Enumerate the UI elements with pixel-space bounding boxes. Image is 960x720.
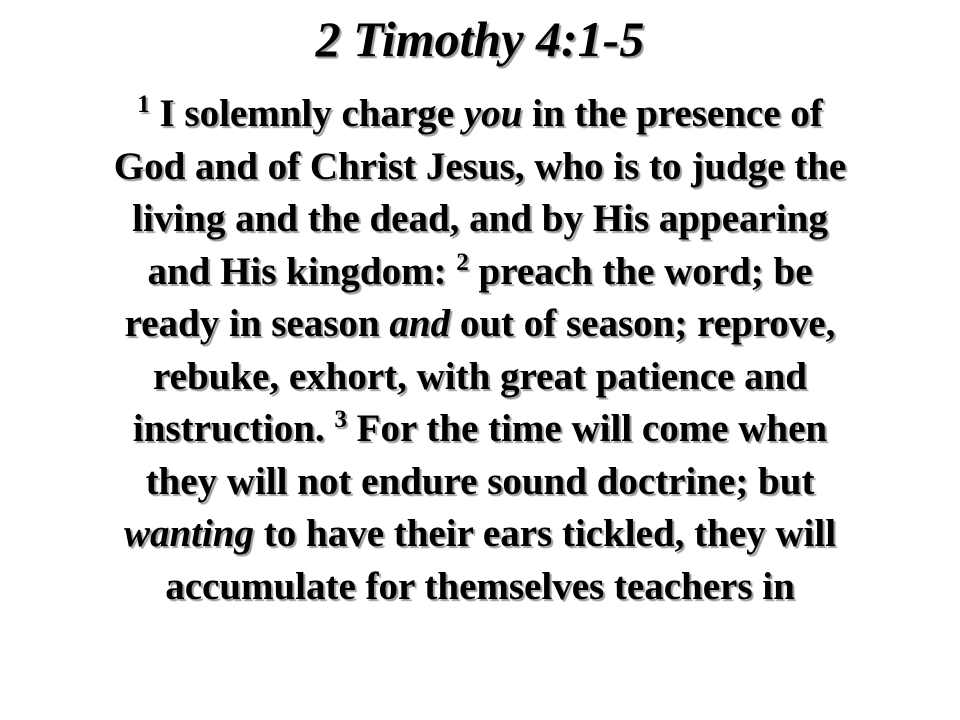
passage-line: [40, 246, 920, 299]
passage-text: to have their ears tickled, they will: [254, 512, 837, 555]
passage-line: [40, 298, 920, 351]
passage-text: accumulate for themselves teachers in: [165, 564, 795, 608]
passage-line: [40, 193, 920, 246]
slide-title: 2 Timothy 4:1-5: [315, 11, 645, 67]
verse-number: 1: [137, 91, 150, 118]
passage-line: [40, 508, 920, 561]
passage-text: For the time will come when: [346, 407, 828, 450]
passage-line: [40, 456, 920, 509]
passage-text: in the presence of: [522, 92, 823, 135]
scripture-passage: [40, 88, 920, 613]
passage-text: out of season; reprove,: [450, 302, 836, 345]
verse-number: 2: [456, 248, 469, 276]
italic-word: and: [389, 302, 451, 345]
passage-text: God and of Christ Jesus, who is to judge the: [113, 144, 847, 188]
passage-line: [40, 351, 920, 404]
italic-word: you: [463, 92, 523, 135]
passage-line: [40, 141, 920, 194]
passage-line: [40, 561, 920, 614]
passage-text: they will not endure sound doctrine; but: [145, 459, 815, 503]
verse-number: 3: [334, 406, 347, 433]
passage-text: ready in season: [124, 302, 390, 345]
passage-text: preach the word; be: [468, 249, 813, 293]
passage-text: I solemnly charge: [149, 92, 464, 135]
passage-text: living and the dead, and by His appearing: [132, 197, 828, 240]
italic-word: wanting: [123, 512, 255, 555]
passage-line: [40, 88, 920, 141]
passage-text: rebuke, exhort, with great patience and: [153, 354, 807, 398]
passage-line: [40, 403, 920, 456]
passage-text: and His kingdom:: [147, 249, 457, 293]
passage-text: instruction.: [132, 407, 335, 450]
